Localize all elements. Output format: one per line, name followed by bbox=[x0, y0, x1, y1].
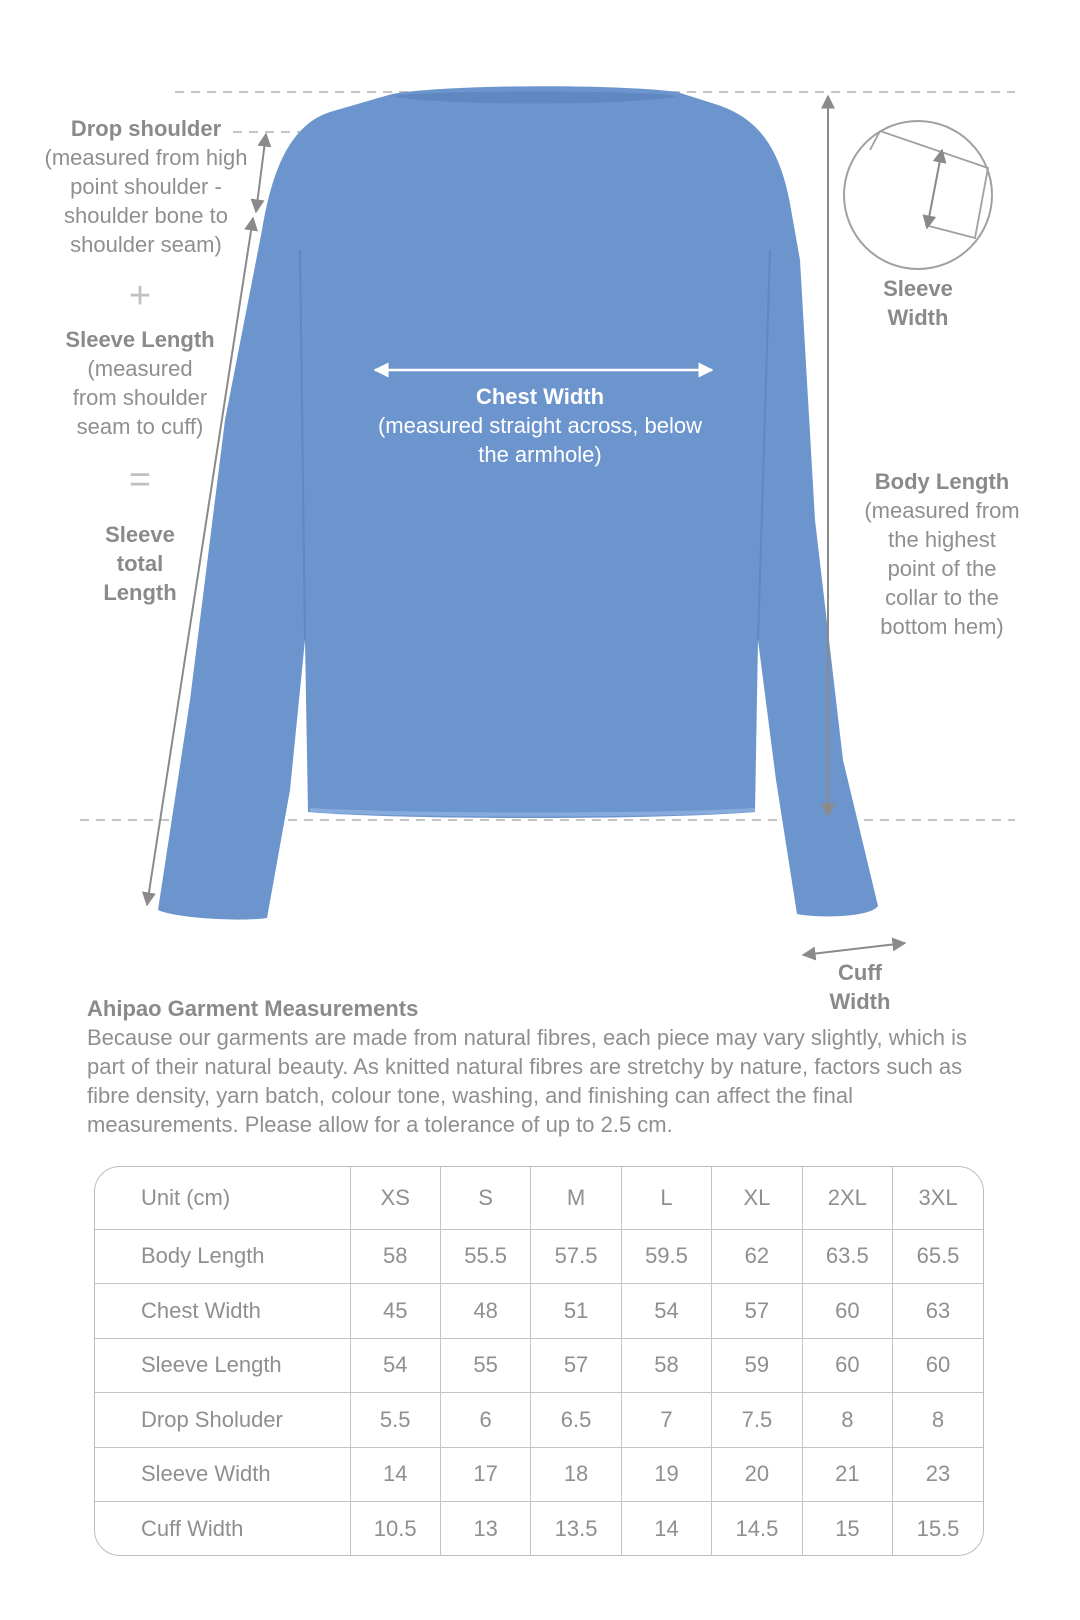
table-cell: 18 bbox=[531, 1447, 621, 1502]
sleeve-width-inset bbox=[844, 121, 992, 269]
table-row bbox=[95, 1393, 983, 1448]
drop-shoulder-title: Drop shoulder bbox=[70, 116, 222, 141]
body-length-line-1: (measured from bbox=[864, 498, 1020, 523]
table-row bbox=[95, 1447, 983, 1502]
table-cell: 58 bbox=[350, 1229, 440, 1284]
table-cell: 63 bbox=[893, 1284, 983, 1339]
row-label: Sleeve Length bbox=[95, 1338, 350, 1393]
cuff-width-arrow bbox=[803, 943, 905, 955]
table-cell: 54 bbox=[350, 1338, 440, 1393]
table-row bbox=[95, 1284, 983, 1339]
sleeve-total-label bbox=[70, 520, 210, 607]
header-size: S bbox=[440, 1167, 530, 1229]
table-cell: 59.5 bbox=[621, 1229, 711, 1284]
table-cell: 57 bbox=[531, 1338, 621, 1393]
plus-symbol: + bbox=[128, 275, 152, 317]
row-label: Chest Width bbox=[95, 1284, 350, 1339]
header-size: XL bbox=[712, 1167, 802, 1229]
body-length-line-4: collar to the bbox=[885, 585, 999, 610]
table-cell: 57 bbox=[712, 1284, 802, 1339]
body-length-line-3: point of the bbox=[887, 556, 997, 581]
table-cell: 7.5 bbox=[712, 1393, 802, 1448]
row-label: Drop Sholuder bbox=[95, 1393, 350, 1448]
drop-shoulder-line-2: point shoulder - bbox=[70, 174, 222, 199]
sleeve-width-line-2: Width bbox=[887, 305, 949, 330]
table-cell: 13.5 bbox=[531, 1502, 621, 1556]
table-cell: 59 bbox=[712, 1338, 802, 1393]
table-cell: 21 bbox=[802, 1447, 892, 1502]
table-cell: 60 bbox=[802, 1338, 892, 1393]
notes-title: Ahipao Garment Measurements bbox=[87, 996, 419, 1021]
table-cell: 60 bbox=[893, 1338, 983, 1393]
sleeve-length-title: Sleeve Length bbox=[65, 327, 215, 352]
table-cell: 15.5 bbox=[916, 1515, 960, 1541]
drop-shoulder-line-4: shoulder seam) bbox=[70, 232, 222, 257]
sleeve-total-line-3: Length bbox=[103, 580, 177, 605]
body-length-title: Body Length bbox=[874, 469, 1010, 494]
chest-width-label bbox=[350, 382, 730, 469]
table-cell: 51 bbox=[531, 1284, 621, 1339]
header-size: M bbox=[531, 1167, 621, 1229]
table-cell: 45 bbox=[350, 1284, 440, 1339]
table-row bbox=[95, 1502, 983, 1556]
table-cell: 23 bbox=[893, 1447, 983, 1502]
table-cell: 7 bbox=[621, 1393, 711, 1448]
sleeve-length-line-3: seam to cuff) bbox=[76, 414, 204, 439]
sleeve-total-line-1: Sleeve bbox=[105, 522, 175, 547]
table-cell: 19 bbox=[621, 1447, 711, 1502]
body-length-label bbox=[852, 467, 1032, 641]
table-cell: 14 bbox=[350, 1447, 440, 1502]
table-cell: 54 bbox=[621, 1284, 711, 1339]
cuff-width-line-1: Cuff bbox=[838, 960, 882, 985]
table-cell: 65.5 bbox=[893, 1229, 983, 1284]
table-cell: 55 bbox=[440, 1338, 530, 1393]
table-row bbox=[95, 1229, 983, 1284]
table-cell: 8 bbox=[802, 1393, 892, 1448]
measurement-notes bbox=[87, 994, 1007, 1139]
table-cell: 63.5 bbox=[802, 1229, 892, 1284]
header-size: 2XL bbox=[802, 1167, 892, 1229]
table-cell: 8 bbox=[893, 1393, 983, 1448]
sleeve-width-label bbox=[858, 274, 978, 332]
drop-shoulder-line-1: (measured from high bbox=[44, 145, 248, 170]
drop-shoulder-label bbox=[18, 114, 274, 259]
table-cell: 10.5 bbox=[350, 1502, 440, 1556]
chest-width-title: Chest Width bbox=[475, 384, 605, 409]
sleeve-length-line-1: (measured bbox=[87, 356, 193, 381]
row-label: Sleeve Width bbox=[95, 1447, 350, 1502]
header-size: L bbox=[621, 1167, 711, 1229]
table-cell: 58 bbox=[621, 1338, 711, 1393]
sleeve-width-line-1: Sleeve bbox=[883, 276, 953, 301]
table-cell: 6 bbox=[440, 1393, 530, 1448]
table-header-row bbox=[95, 1167, 983, 1229]
header-size: 3XL bbox=[893, 1167, 983, 1229]
row-label: Cuff Width bbox=[95, 1502, 350, 1556]
body-length-line-2: the highest bbox=[888, 527, 996, 552]
drop-shoulder-line-3: shoulder bone to bbox=[64, 203, 228, 228]
table-cell: 6.5 bbox=[531, 1393, 621, 1448]
chest-width-line-2: the armhole) bbox=[478, 442, 602, 467]
table-cell: 5.5 bbox=[350, 1393, 440, 1448]
header-unit: Unit (cm) bbox=[95, 1167, 350, 1229]
table-cell: 17 bbox=[440, 1447, 530, 1502]
table-row bbox=[95, 1338, 983, 1393]
table-cell: 20 bbox=[712, 1447, 802, 1502]
table-cell: 57.5 bbox=[531, 1229, 621, 1284]
equals-symbol: = bbox=[128, 459, 152, 501]
table-cell: 15 bbox=[802, 1502, 892, 1556]
table-cell: 13 bbox=[440, 1502, 530, 1556]
cuff-width-line-2: Width bbox=[829, 989, 891, 1014]
chest-width-line-1: (measured straight across, below bbox=[377, 413, 703, 438]
sleeve-length-label bbox=[40, 325, 240, 441]
table-cell: 62 bbox=[712, 1229, 802, 1284]
sleeve-length-line-2: from shoulder bbox=[72, 385, 208, 410]
sleeve-total-line-2: total bbox=[116, 551, 164, 576]
table-cell: 48 bbox=[440, 1284, 530, 1339]
row-label: Body Length bbox=[95, 1229, 350, 1284]
size-table bbox=[94, 1166, 984, 1556]
notes-body: Because our garments are made from natural fibres, each piece may vary slightly, which is part of their natural beauty. As knitted natural fibres are stretchy by nature, factors such as fibre density, yarn batch, colour tone, washing, and finishing can affect the final measurements. Please allow for a tolerance of up to 2.5 cm. bbox=[87, 1025, 967, 1137]
body-length-line-5: bottom hem) bbox=[880, 614, 1004, 639]
table-cell: 60 bbox=[802, 1284, 892, 1339]
table-cell: 14 bbox=[621, 1502, 711, 1556]
header-size: XS bbox=[350, 1167, 440, 1229]
table-cell: 14.5 bbox=[712, 1502, 802, 1556]
table-cell: 55.5 bbox=[440, 1229, 530, 1284]
